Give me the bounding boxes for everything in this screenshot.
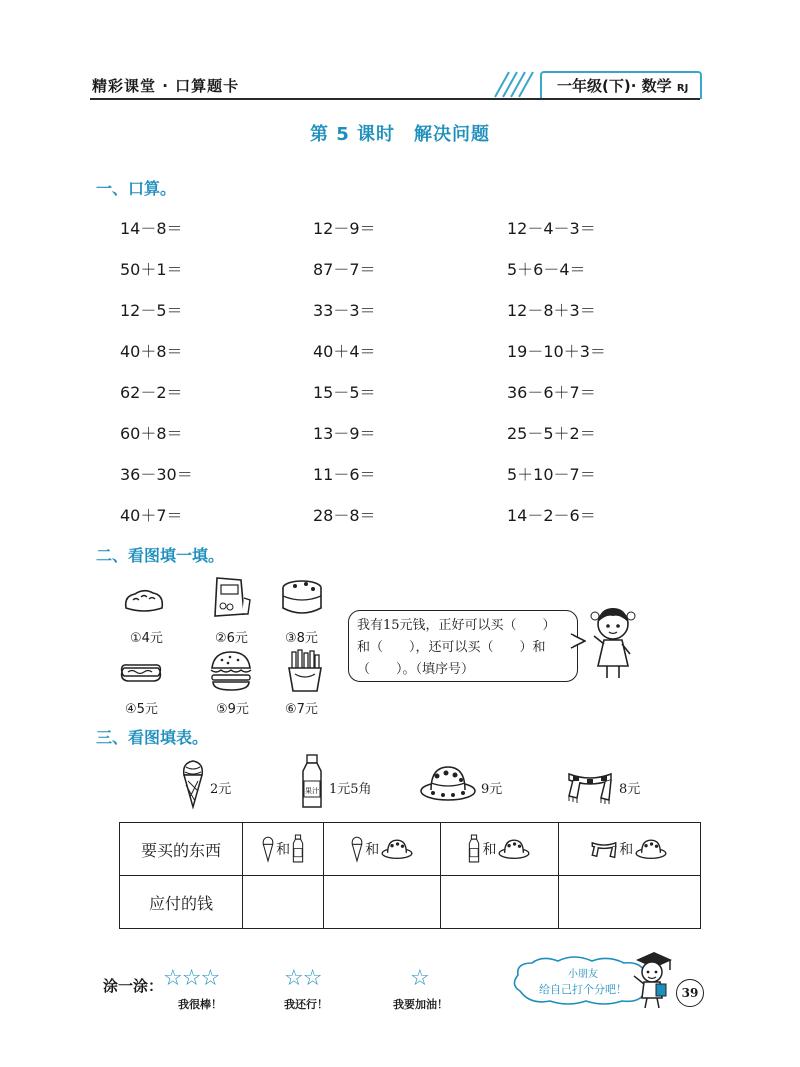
rating-label: 我很棒！ — [178, 998, 222, 1011]
food-price: ⑥7元 — [285, 702, 318, 717]
purchase-table — [119, 822, 701, 929]
table-row — [120, 876, 701, 929]
speech-bubble — [348, 610, 578, 682]
bubble-tail — [570, 632, 586, 652]
speech-line: 我有15元钱，正好可以买（ ） — [357, 618, 556, 633]
book-title: 精彩课堂 · 口算题卡 — [92, 77, 240, 95]
grade-subject: 一年级(下)· 数学 RJ — [557, 77, 689, 95]
item-price: 8元 — [619, 782, 641, 797]
juice-bottle-icon — [291, 834, 305, 864]
section3-title: 三、看图填表。 — [96, 728, 209, 747]
arithmetic-problem: 14－8＝ — [120, 219, 183, 238]
and-label: 和 — [619, 842, 634, 858]
and-label: 和 — [365, 842, 380, 858]
scarf-icon — [565, 766, 615, 804]
food-price: ②6元 — [215, 631, 248, 646]
table-row — [120, 823, 701, 876]
food-price: ③8元 — [285, 631, 318, 646]
fries-icon — [282, 648, 328, 694]
and-label: 和 — [276, 842, 291, 858]
combo-cell — [558, 823, 700, 876]
juice-bottle-icon — [299, 753, 325, 811]
arithmetic-problem: 36－30＝ — [120, 465, 193, 484]
ice-cream-icon — [180, 757, 206, 811]
arithmetic-problem: 5＋6－4＝ — [507, 260, 586, 279]
one-star-rating[interactable]: ☆ — [410, 966, 429, 991]
arithmetic-problem: 60＋8＝ — [120, 424, 183, 443]
speech-line: （ ）。（填序号） — [357, 662, 475, 677]
arithmetic-problem: 13－9＝ — [313, 424, 376, 443]
page-number: 39 — [676, 979, 704, 1007]
edition: RJ — [676, 83, 689, 94]
arithmetic-problem: 87－7＝ — [313, 260, 376, 279]
arithmetic-problem: 33－3＝ — [313, 301, 376, 320]
item-price: 1元5角 — [329, 782, 372, 797]
row-label: 要买的东西 — [120, 823, 243, 876]
header-rule — [90, 98, 700, 100]
arithmetic-problem: 25－5＋2＝ — [507, 424, 596, 443]
juice-bottle-icon — [467, 834, 481, 864]
arithmetic-problem: 50＋1＝ — [120, 260, 183, 279]
girl-character-icon — [588, 602, 638, 682]
section2-title: 二、看图填一填。 — [96, 546, 225, 565]
hat-icon — [380, 838, 414, 860]
answer-cell[interactable] — [558, 876, 700, 929]
rating-label: 我要加油！ — [393, 998, 448, 1011]
arithmetic-problem: 62－2＝ — [120, 383, 183, 402]
cloud-text-line: 小朋友 — [568, 969, 598, 980]
combo-cell — [243, 823, 324, 876]
arithmetic-problem: 40＋4＝ — [313, 342, 376, 361]
header-stripes — [493, 70, 541, 98]
answer-cell[interactable] — [243, 876, 324, 929]
arithmetic-problem: 28－8＝ — [313, 506, 376, 525]
cloud-text-line: 给自己打个分吧！ — [539, 983, 627, 996]
snack-bag-icon — [208, 574, 254, 620]
food-price: ④5元 — [125, 702, 158, 717]
scarf-icon — [590, 838, 618, 860]
rating-label: 我还行！ — [284, 998, 328, 1011]
row-label: 应付的钱 — [120, 876, 243, 929]
arithmetic-problem: 15－5＝ — [313, 383, 376, 402]
arithmetic-problem: 12－8＋3＝ — [507, 301, 596, 320]
arithmetic-problem: 40＋7＝ — [120, 506, 183, 525]
cake-icon — [279, 574, 325, 620]
arithmetic-problem: 12－4－3＝ — [507, 219, 596, 238]
color-in-label: 涂一涂： — [103, 977, 164, 995]
hotdog-icon — [118, 650, 164, 696]
graduate-character-icon — [630, 950, 674, 1012]
arithmetic-problem: 5＋10－7＝ — [507, 465, 596, 484]
section1-title: 一、口算。 — [96, 179, 177, 198]
ice-cream-icon — [350, 835, 364, 863]
answer-cell[interactable] — [324, 876, 441, 929]
hat-icon — [419, 763, 477, 803]
hat-icon — [497, 838, 531, 860]
arithmetic-problem: 14－2－6＝ — [507, 506, 596, 525]
food-price: ⑤9元 — [216, 702, 249, 717]
arithmetic-problem: 40＋8＝ — [120, 342, 183, 361]
two-stars-rating[interactable]: ☆☆ — [284, 966, 322, 991]
ice-cream-icon — [261, 835, 275, 863]
arithmetic-problem: 11－6＝ — [313, 465, 376, 484]
arithmetic-problem: 12－5＝ — [120, 301, 183, 320]
food-price: ①4元 — [130, 631, 163, 646]
arithmetic-problem: 12－9＝ — [313, 219, 376, 238]
speech-line: 和（ ），还可以买（ ）和 — [357, 640, 546, 655]
arithmetic-problem: 19－10＋3＝ — [507, 342, 606, 361]
and-label: 和 — [482, 842, 497, 858]
combo-cell — [441, 823, 558, 876]
hat-icon — [634, 838, 668, 860]
three-stars-rating[interactable]: ☆☆☆ — [163, 966, 220, 991]
bread-icon — [121, 578, 167, 624]
answer-cell[interactable] — [441, 876, 558, 929]
bottle-label: 果汁 — [305, 787, 319, 795]
arithmetic-problem: 36－6＋7＝ — [507, 383, 596, 402]
lesson-title: 第 5 课时 解决问题 — [309, 124, 491, 145]
item-price: 9元 — [481, 782, 503, 797]
burger-icon — [208, 648, 254, 694]
combo-cell — [324, 823, 441, 876]
item-price: 2元 — [210, 782, 232, 797]
